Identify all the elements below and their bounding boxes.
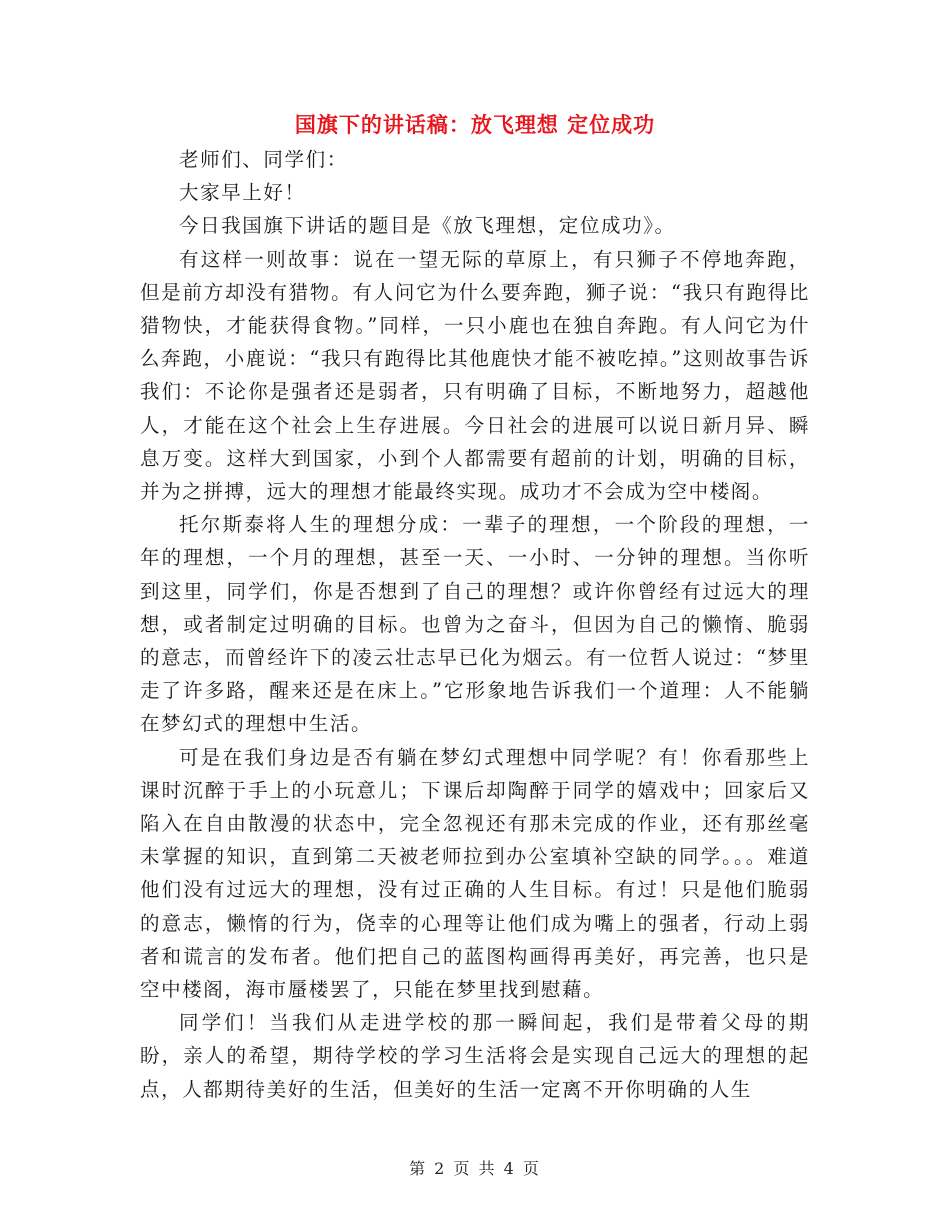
closing-paragraph: 同学们！当我们从走进学校的那一瞬间起，我们是带着父母的期盼，亲人的希望，期待学校的学习生活将会是实现自己远大的理想的起点，人都期待美好的生活，但美好的生活一定离不开你明确的人生 [140,1011,810,1101]
document-body [140,143,810,1106]
story-paragraph: 有这样一则故事：说在一望无际的草原上，有只狮子不停地奔跑，但是前方却没有猎物。有人问它为什么要奔跑，狮子说：“我只有跑得比猎物快，才能获得食物。”同样，一只小鹿也在独自奔跑。有人问它为什么奔跑，小鹿说：“我只有跑得比其他鹿快才能不被吃掉。”这则故事告诉我们：不论你是强者还是弱者，只有明确了目标，不断地努力，超越他人，才能在这个社会上生存进展。今日社会的进展可以说日新月异、瞬息万变。这样大到国家，小到个人都需要有超前的计划，明确的目标，并为之拼搏，远大的理想才能最终实现。成功才不会成为空中楼阁。 [140,247,810,504]
dreamers-paragraph: 可是在我们身边是否有躺在梦幻式理想中同学呢？有！你看那些上课时沉醉于手上的小玩意儿；下课后却陶醉于同学的嬉戏中；回家后又陷入在自由散漫的状态中，完全忽视还有那未完成的作业，还有那丝毫未掌握的知识，直到第二天被老师拉到办公室填补空缺的同学。。。难道他们没有过远大的理想，没有过正确的人生目标。有过！只是他们脆弱的意志，懒惰的行为，侥幸的心理等让他们成为嘴上的强者，行动上弱者和谎言的发布者。他们把自己的蓝图构画得再美好，再完善，也只是空中楼阁，海市蜃楼罢了，只能在梦里找到慰藉。 [140,745,810,1002]
greeting-paragraph: 大家早上好！ [179,181,306,205]
page-number-footer: 第 2 页 共 4 页 [409,1159,541,1178]
salutation-paragraph: 老师们、同学们： [179,148,348,171]
document-title: 国旗下的讲话稿：放飞理想 定位成功 [294,113,656,137]
tolstoy-paragraph: 托尔斯泰将人生的理想分成：一辈子的理想，一个阶段的理想，一年的理想，一个月的理想，甚至一天、一小时、一分钟的理想。当你听到这里，同学们，你是否想到了自己的理想？或许你曾经有过远大的理想，或者制定过明确的目标。也曾为之奋斗，但因为自己的懒惰、脆弱的意志，而曾经许下的凌云壮志早已化为烟云。有一位哲人说过：“梦里走了许多路，醒来还是在床上。”它形象地告诉我们一个道理：人不能躺在梦幻式的理想中生活。 [140,513,810,736]
topic-paragraph: 今日我国旗下讲话的题目是《放飞理想，定位成功》。 [179,214,676,238]
